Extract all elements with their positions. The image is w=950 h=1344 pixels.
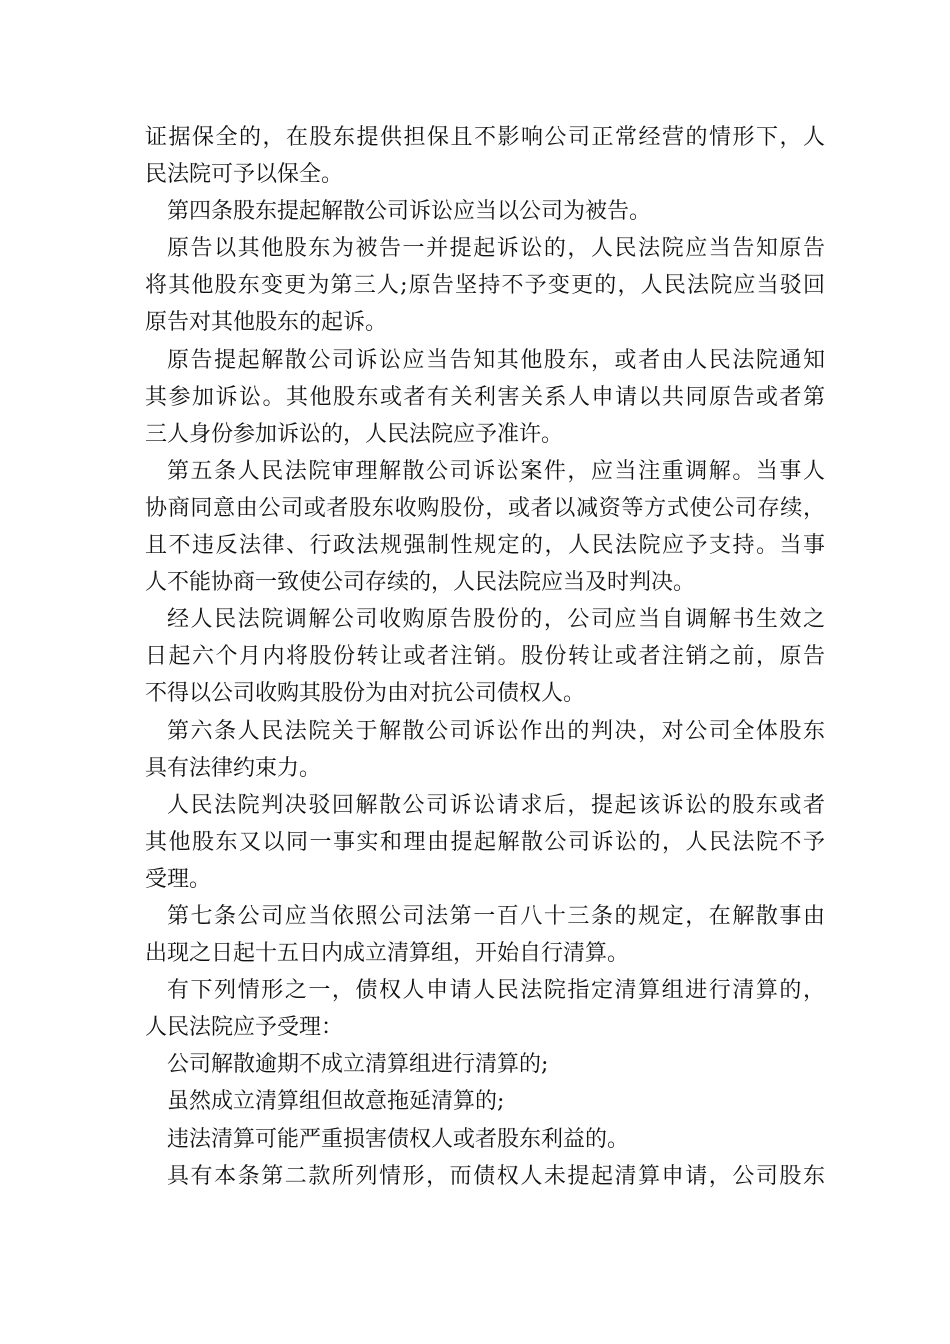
text-line: 经人民法院调解公司收购原告股份的，公司应当自调解书生效之 [167, 607, 825, 633]
text-line: 原告以其他股东为被告一并提起诉讼的，人民法院应当告知原告 [167, 236, 825, 262]
text-line: 具有法律约束力。 [145, 755, 322, 781]
text-line: 人不能协商一致使公司存续的，人民法院应当及时判决。 [145, 570, 696, 596]
text-line: 第七条公司应当依照公司法第一百八十三条的规定，在解散事由 [167, 903, 825, 929]
text-line: 日起六个月内将股份转让或者注销。股份转让或者注销之前，原告 [145, 644, 825, 670]
text-line: 受理。 [145, 866, 212, 892]
text-line: 违法清算可能严重损害债权人或者股东利益的。 [167, 1126, 630, 1152]
text-line: 有下列情形之一，债权人申请人民法院指定清算组进行清算的， [167, 978, 825, 1004]
text-line: 第六条人民法院关于解散公司诉讼作出的判决，对公司全体股东 [167, 718, 825, 744]
text-line: 将其他股东变更为第三人;原告坚持不予变更的，人民法院应当驳回 [145, 273, 825, 299]
text-line: 三人身份参加诉讼的，人民法院应予准许。 [145, 421, 564, 447]
text-line: 其参加诉讼。其他股东或者有关利害关系人申请以共同原告或者第 [145, 384, 825, 410]
text-line: 其他股东又以同一事实和理由提起解散公司诉讼的，人民法院不予 [145, 829, 825, 855]
text-line: 第四条股东提起解散公司诉讼应当以公司为被告。 [167, 199, 652, 225]
text-line: 虽然成立清算组但故意拖延清算的; [167, 1089, 505, 1115]
text-line: 原告提起解散公司诉讼应当告知其他股东，或者由人民法院通知 [167, 347, 825, 373]
document-body [145, 119, 825, 1195]
text-line: 出现之日起十五日内成立清算组，开始自行清算。 [145, 941, 630, 967]
text-line: 且不违反法律、行政法规强制性规定的，人民法院应予支持。当事 [145, 533, 825, 559]
text-line: 公司解散逾期不成立清算组进行清算的; [167, 1052, 549, 1078]
text-line: 具有本条第二款所列情形，而债权人未提起清算申请，公司股东 [167, 1163, 825, 1189]
text-line: 原告对其他股东的起诉。 [145, 310, 388, 336]
text-line: 协商同意由公司或者股东收购股份，或者以减资等方式使公司存续， [145, 495, 825, 521]
text-line: 第五条人民法院审理解散公司诉讼案件，应当注重调解。当事人 [167, 458, 825, 484]
text-line: 人民法院判决驳回解散公司诉讼请求后，提起该诉讼的股东或者 [167, 792, 825, 818]
text-line: 人民法院应予受理： [145, 1015, 344, 1041]
text-line: 不得以公司收购其股份为由对抗公司债权人。 [145, 681, 586, 707]
text-line: 证据保全的，在股东提供担保且不影响公司正常经营的情形下，人 [145, 125, 825, 150]
text-line: 民法院可予以保全。 [145, 162, 344, 188]
